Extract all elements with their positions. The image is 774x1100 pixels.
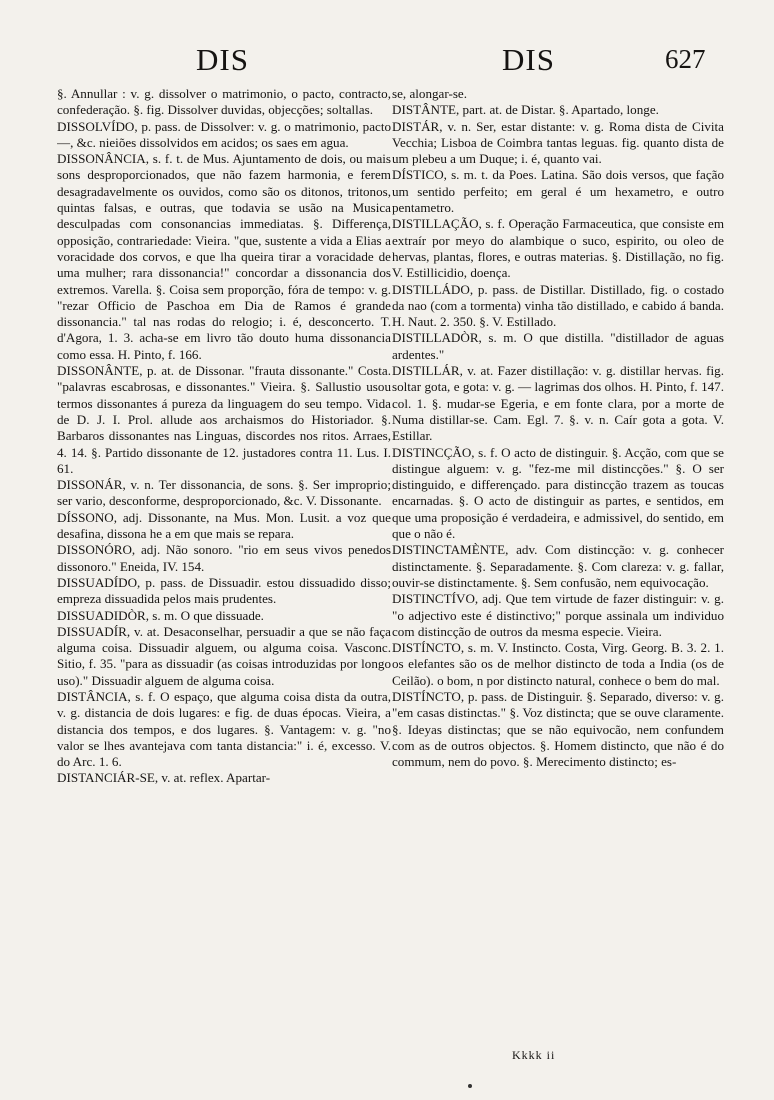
entry: DISTÍNCTO, s. m. V. Instincto. Costa, Virg. Georg. B. 3. 2. 1. os elefantes são os de melhor distincto de toda a India (os de Ceilão). o bom, n por distincto natural, conhece o bem do mal. [392,640,724,688]
right-column [392,86,724,1050]
entry: DISTILLAÇÃO, s. f. Operação Farmaceutica, que consiste em extraír por meyo do alambique o suco, espirito, ou oleo de hervas, plantas, flores, e outras materias. §. Distillação, no fig. V. Estillicidio, doença. [392,216,724,281]
header-left-word: DIS [196,42,249,77]
entry: DISTÂNCIA, s. f. O espaço, que alguma coisa dista da outra, v. g. distancia de dois lugares: e fig. de duas épocas. Vieira, a distancia dos tempos, e dos lugares. §. Vantagem: v. g. "no valor se lhes avantejava com tanta distancia:" i. é, excesso. V. do Arc. 1. 6. [57,688,391,770]
entry: DISTINCÇÃO, s. f. O acto de distinguir. §. Acção, com que se distingue alguem: v. g. "fez-me mil distincções." §. O ser distinguido, e differençado. para distincção trazem as toucas encarnadas. §. O acto de distinguir as partes, e sentidos, em que uma proposição é verdadeira, e admissivel, do sentido, em que o não é. [392,444,724,542]
entry: DISSUADIDÒR, s. m. O que dissuade. [57,607,264,623]
running-head [0,42,774,82]
entry: DISSUADÍR, v. at. Desaconselhar, persuadir a que se não faça alguma coisa. Dissuadir alguem, ou alguma coisa. Vasconc. Sitio, f. 35. "para as dissuadir (as coisas introduzidas por longo uso)." Dissuadir alguem de alguma coisa. [57,623,391,688]
entry: DISTÍNCTO, p. pass. de Distinguir. §. Separado, diverso: v. g. "em casas distinctas." §. Voz distincta; que se ouve claramente. §. Ideyas distinctas; que se não equivocão, nem confundem com as de outros objectos. §. Homem distincto, que não é do commum, nem do povo. §. Merecimento distincto; es- [392,688,724,770]
entry: DÍSSONO, adj. Dissonante, na Mus. Mon. Lusit. a voz que desafina, dissona he a em que mais se repara. [57,509,391,542]
header-right-word: DIS [502,42,555,77]
entry: DISSONÓRO, adj. Não sonoro. "rio em seus vivos penedos dissonoro." Eneida, IV. 154. [57,542,391,574]
entry: se, alongar-se. [392,86,467,101]
page-number: 627 [665,44,706,74]
entry: DÍSTICO, s. m. t. da Poes. Latina. São dois versos, que fação um sentido perfeito; em geral é um hexametro, e outro pentametro. [392,167,724,216]
entry: DISTILLÁDO, p. pass. de Distillar. Distillado, fig. o costado da nao (com a tormenta) vinha tão distillado, e cabido á banda. H. Naut. 2. 350. §. V. Estillado. [392,281,724,330]
entry: DISTINCTÍVO, adj. Que tem virtude de fazer distinguir: v. g. "o adjectivo este é distinctivo;" porque assinala um individuo com distincção de outros da mesma especie. Vieira. [392,591,724,639]
entry: DISTÁR, v. n. Ser, estar distante: v. g. Roma dista de Civita Vecchia; Lisboa de Coimbra tantas leguas. fig. quanto dista de um plebeu a um Duque; i. é, quanto vai. [392,118,724,167]
entry: DISSUADÍDO, p. pass. de Dissuadir. estou dissuadido disso; empreza dissuadida pelos mais prudentes. [57,574,391,607]
entry: DISSONÂNCIA, s. f. t. de Mus. Ajuntamento de dois, ou mais sons desproporcionados, que não fazem harmonia, e ferem desagradavelmente os ouvidos, como são os ditonos, tritonos, quintas falsas, e outras, que todavia se usão na Musica desculpadas com consonancias immediatas. §. Differença, opposição, contrariedade: Vieira. "que, sustente a vida a Elias a voracidade dos corvos, e que lha queira tirar a voracidade de uma mulher; rara dissonancia!" concordar a dissonancia dos extremos. Varella. §. Coisa sem proporção, fóra de tempo: v. g. "rezar Officio de Paschoa em Dia de Ramos é grande dissonancia." tal nas rodas do relogio; i. é, desconcerto. T. d'Agora, 1. 3. acha-se em livro tão douto huma dissonancia como essa. H. Pinto, f. 166. [57,151,391,362]
entry: §. Annullar : v. g. dissolver o matrimonio, o pacto, contracto, confederação. §. fig. Dissolver duvidas, objecções; soltallas. [57,86,391,118]
ink-speck [468,1084,472,1088]
entry: DISSOLVÍDO, p. pass. de Dissolver: v. g. o matrimonio, pacto —, &c. nieiões dissolvidos em acidos; os saes em agua. [57,118,391,150]
printer-signature: Kkkk ii [512,1048,556,1062]
left-column [57,86,391,1050]
entry: DISTILLADÒR, s. m. O que distilla. "distillador de aguas ardentes." [392,330,724,362]
entry: DISTÂNTE, part. at. de Distar. §. Apartado, longe. [392,102,659,118]
entry: DISTINCTAMÈNTE, adv. Com distincção: v. g. conhecer distinctamente. §. Separadamente. §. Com clareza: v. g. fallar, ouvir-se distinctamente. §. Sem confusão, nem equivocação. [392,542,724,590]
entry: DISSONÁR, v. n. Ter dissonancia, de sons. §. Ser improprio; ser vario, desconforme, desproporcionado, &c. V. Dissonante. [57,477,391,509]
entry: DISTILLÁR, v. at. Fazer distillação: v. g. distillar hervas. fig. soltar gota, e gota: v. g. — lagrimas dos olhos. H. Pinto, f. 147. col. 1. §. mudar-se Egeria, e em fonte clara, por a morte de Numa distillar-se. Cam. Egl. 7. §. v. n. Caír gota a gota. V. Estillar. [392,363,724,444]
entry: DISTANCIÁR-SE, v. at. reflex. Apartar- [57,770,271,786]
entry: DISSONÂNTE, p. at. de Dissonar. "frauta dissonante." Costa. "palavras escabrosas, e dissonantes." Vieira. §. Sallustio usou termos dissonantes á pureza da linguagem do seu tempo. Vida de D. J. I. Prol. allude aos archaismos do Historiador. §. Barbaros dissonantes nas Linguas, discordes nos ritos. Arraes, 4. 14. §. Partido dissonante de 12. justadores contra 11. Lus. I. 61. [57,363,391,476]
